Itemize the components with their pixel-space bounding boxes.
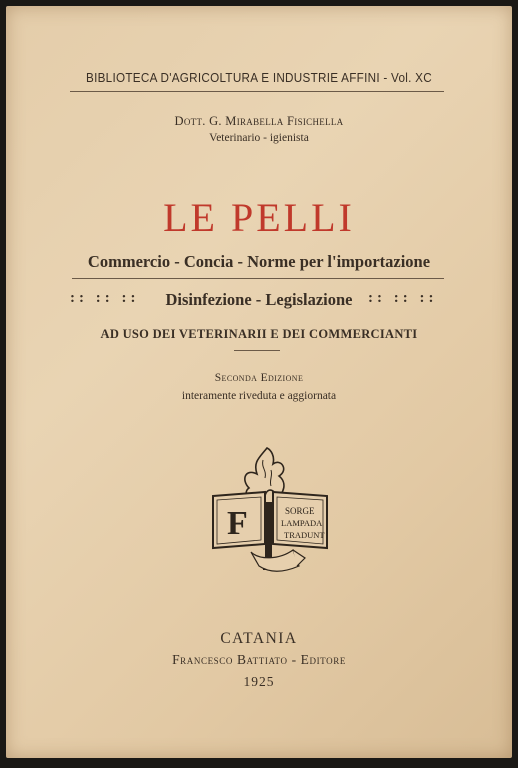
author-role: Veterinario - igienista [209,132,309,144]
subtitle-line-2: Disinfezione - Legislazione [165,290,353,309]
ornament-left: :: :: :: [70,290,140,306]
audience-rule [234,350,280,351]
edition-name: Seconda Edizione [214,372,304,384]
author-name: Dott. G. Mirabella Fisichella [174,114,344,128]
book-title: LE PELLI [163,195,355,240]
imprint-publisher: Francesco Battiato - Editore [172,652,346,667]
edition-note: interamente riveduta e aggiornata [181,390,337,402]
torch-book-emblem-icon [201,440,337,580]
ornament-right: :: :: :: [368,290,438,306]
imprint-city: CATANIA [220,630,298,647]
series-title: BIBLIOTECA D'AGRICOLTURA E INDUSTRIE AFFINI - Vol. XC [86,70,432,85]
monogram-letter: F [227,505,248,542]
motto-line-3: TRADUNT [284,530,325,540]
book-cover [6,6,512,758]
motto-line-2: LAMPADA [281,518,323,528]
subtitle-rule [72,278,444,279]
series-rule [70,91,444,92]
motto-line-1: SORGE [285,506,315,516]
subtitle-line-1: Commercio - Concia - Norme per l'importazione [87,252,431,271]
audience-line: AD USO DEI VETERINARII E DEI COMMERCIANTI [100,327,418,341]
imprint-year: 1925 [243,674,275,689]
